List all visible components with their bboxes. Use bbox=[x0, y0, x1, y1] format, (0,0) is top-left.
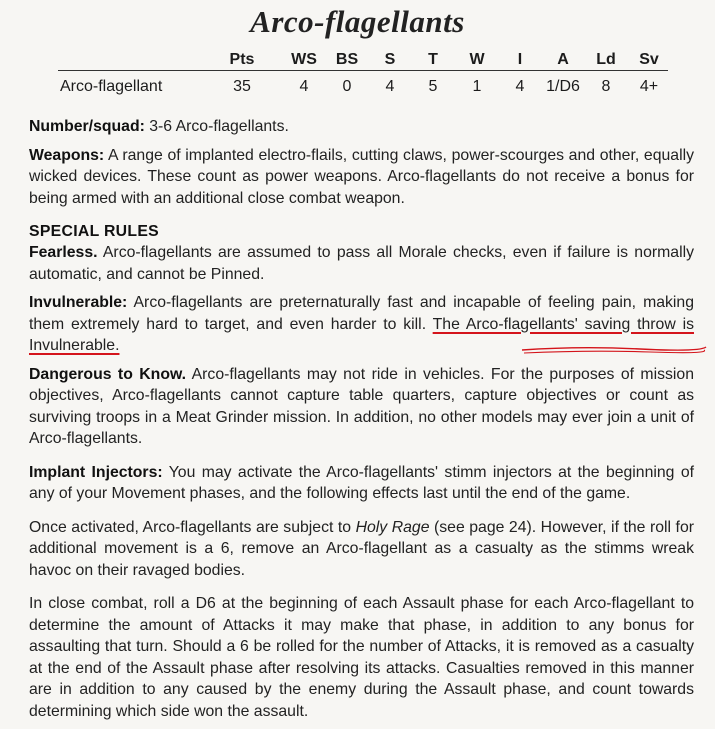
stat-header-pts: Pts bbox=[229, 51, 255, 68]
rules-body bbox=[29, 116, 694, 729]
special-rules-heading: SPECIAL RULES bbox=[29, 223, 160, 240]
invulnerable-paragraph bbox=[29, 292, 694, 357]
weapons-paragraph bbox=[29, 145, 694, 210]
implant-paragraph bbox=[29, 462, 694, 505]
dangerous-text: Arco-flagellants may not ride in vehicles. For the purposes of mission objectives, Arco-flagellants cannot capture table quarters, capture objectives or count as surviving troops in a Meat Grinder mission. In addition, no other models may ever join a unit of Arco-flagellants. bbox=[29, 365, 694, 447]
page-title: Arco-flagellants bbox=[250, 4, 465, 39]
stat-value-w: 1 bbox=[472, 78, 482, 95]
stat-table bbox=[0, 48, 715, 103]
stat-header-a: A bbox=[557, 51, 569, 68]
number-squad-paragraph bbox=[29, 116, 694, 138]
stat-value-i: 4 bbox=[515, 78, 525, 95]
stat-header-w: W bbox=[469, 51, 485, 68]
invulnerable-highlighted-text: The Arco-flagellants' saving throw is Invulnerable. bbox=[29, 315, 694, 354]
close-combat-paragraph: In close combat, roll a D6 at the beginning of each Assault phase for each Arco-flagellant to determine the amount of Attacks it may make that phase, in addition to any bonus for assaulting that turn. Should a 6 be rolled for the number of Attacks, it is removed as a casualty at the end of the Assault phase after resolving its attacks. Casualties removed in this manner are in addition to any caused by the enemy during the Assault phase, and count towards determining which side won the assault. bbox=[29, 595, 694, 720]
stat-header-ws: WS bbox=[291, 51, 317, 68]
stat-value-pts: 35 bbox=[233, 78, 251, 95]
weapons-label: Weapons: bbox=[29, 146, 105, 164]
fearless-paragraph bbox=[29, 242, 694, 285]
stat-value-a: 1/D6 bbox=[546, 78, 580, 95]
stat-value-t: 5 bbox=[428, 78, 438, 95]
stat-header-t: T bbox=[428, 51, 438, 68]
implant-label: Implant Injectors: bbox=[29, 463, 163, 481]
stat-header-bs: BS bbox=[335, 51, 359, 68]
stat-table-divider bbox=[58, 70, 668, 71]
stat-header-ld: Ld bbox=[596, 51, 616, 68]
implant-text: You may activate the Arco-flagellants' stimm injectors at the beginning of any of your Movement phases, and the following effects last until the end of the game. bbox=[29, 463, 694, 502]
stat-value-bs: 0 bbox=[342, 78, 352, 95]
fearless-text: Arco-flagellants are assumed to pass all Morale checks, even if failure is normally automatic, and cannot be Pinned. bbox=[29, 244, 694, 283]
activated-paragraph bbox=[29, 517, 694, 582]
number-squad-label: Number/squad: bbox=[29, 118, 145, 135]
stat-value-sv: 4+ bbox=[639, 78, 659, 95]
invulnerable-text: Arco-flagellants are preternaturally fast and incapable of feeling pain, making them extremely hard to target, and even harder to kill. bbox=[29, 294, 694, 333]
stat-header-s: S bbox=[384, 51, 396, 68]
dangerous-label: Dangerous to Know. bbox=[29, 365, 187, 383]
stat-value-ld: 8 bbox=[601, 78, 611, 95]
stat-unit-name: Arco-flagellant bbox=[60, 78, 163, 95]
fearless-label: Fearless. bbox=[29, 244, 98, 261]
activated-text-after: (see page 24). However, if the roll for additional movement is a 6, remove an Arco-flagellant as a casualty as the stimms wreak havoc on their ravaged bodies. bbox=[29, 518, 694, 579]
stat-value-ws: 4 bbox=[299, 78, 309, 95]
weapons-text: A range of implanted electro-flails, cutting claws, power-scourges and other, equally wicked devices. These count as power weapons. Arco-flagellants do not receive a bonus for being armed with an additional close combat weapon. bbox=[29, 146, 694, 207]
stat-header-sv: Sv bbox=[639, 51, 659, 68]
holy-rage-reference: Holy Rage bbox=[355, 518, 430, 536]
number-squad-text: 3-6 Arco-flagellants. bbox=[149, 118, 289, 135]
stat-value-s: 4 bbox=[385, 78, 395, 95]
stat-header-i: I bbox=[517, 51, 523, 68]
activated-text-before: Once activated, Arco-flagellants are subject to bbox=[29, 518, 352, 536]
dangerous-paragraph bbox=[29, 364, 694, 450]
invulnerable-label: Invulnerable: bbox=[29, 294, 128, 311]
